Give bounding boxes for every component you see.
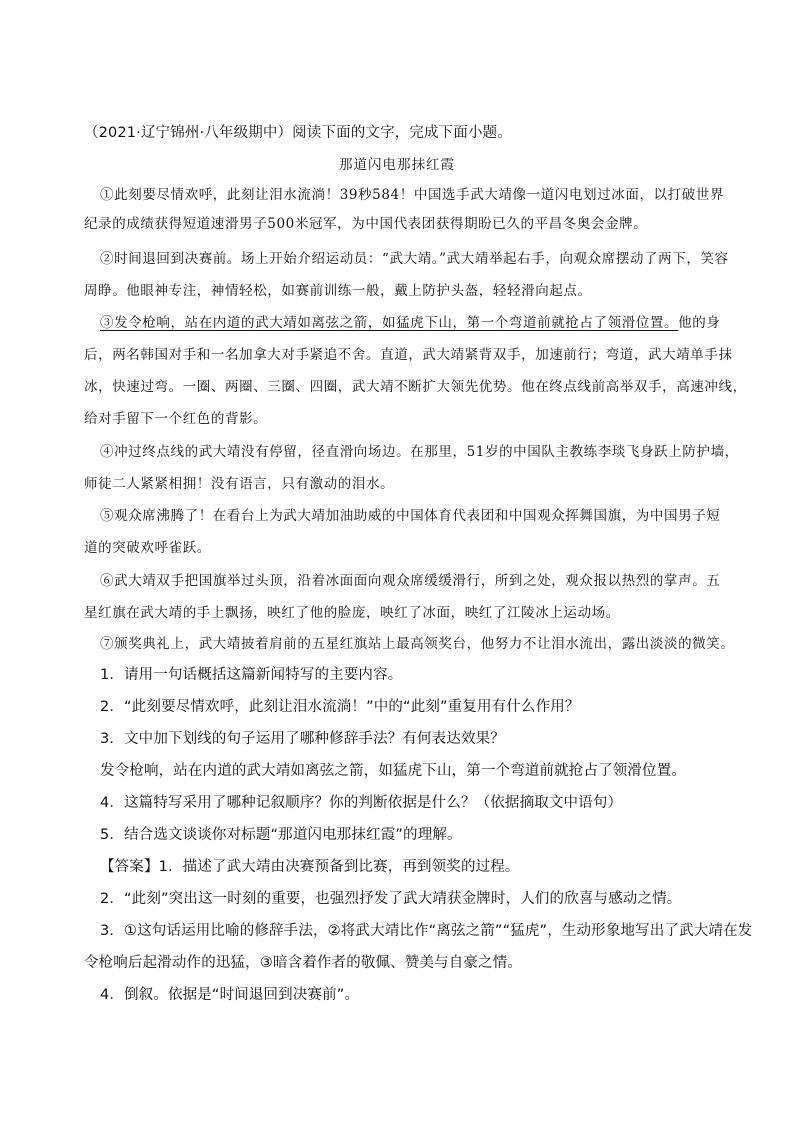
paragraph-5-line-2: 道的突破欢呼雀跃。 — [84, 540, 211, 556]
question-3-quote: 发令枪响，站在内道的武大靖如离弦之箭，如猛虎下山，第一个弯道前就抢占了领滑位置。 — [100, 763, 686, 779]
paragraph-4-line-2: 师徒二人紧紧相拥！没有语言，只有激动的泪水。 — [84, 476, 395, 492]
paragraph-3-line-1-rest: 他的身 — [678, 315, 721, 331]
paragraph-2-line-2: 周睁。他眼神专注，神情轻松，如赛前训练一般，戴上防护头盔，轻轻滑向起点。 — [84, 283, 592, 299]
paragraph-1-line-1: ①此刻要尽情欢呼，此刻让泪水流淌！39秒584！中国选手武大靖像一道闪电划过冰面，以打破世界 — [100, 187, 725, 203]
paragraph-5-line-1: ⑤观众席沸腾了！在看台上为武大靖加油助威的中国体育代表团和中国观众挥舞国旗，为中国男子短 — [100, 508, 721, 524]
paragraph-3-line-1 — [100, 313, 748, 333]
paragraph-3-line-4: 给对手留下一个红色的背影。 — [84, 411, 268, 427]
question-header: （2021·辽宁锦州·八年级期中）阅读下面的文字，完成下面小题。 — [84, 125, 512, 141]
question-3: 3．文中加下划线的句子运用了哪种修辞手法？有何表达效果？ — [100, 731, 505, 747]
answer-3-line-2: 令枪响后起滑动作的迅猛，③暗含着作者的敬佩、赞美与自豪之情。 — [84, 955, 522, 971]
answer-1: 【答案】1．描述了武大靖由决赛预备到比赛，再到领奖的过程。 — [100, 859, 520, 875]
question-4: 4．这篇特写采用了哪种记叙顺序？你的判断依据是什么？（依据摘取文中语句） — [100, 795, 623, 811]
answer-2: 2．“此刻”突出这一时刻的重要，也强烈抒发了武大靖获金牌时，人们的欣喜与感动之情。 — [100, 891, 682, 907]
paragraph-1-line-2: 纪录的成绩获得短道速滑男子500米冠军，为中国代表团获得期盼已久的平昌冬奥会金牌。 — [84, 216, 648, 232]
paragraph-6-line-2: 星红旗在武大靖的手上飘扬，映红了他的脸庞，映红了冰面，映红了江陵冰上运动场。 — [84, 605, 620, 621]
paragraph-3-line-2: 后，两名韩国对手和一名加拿大对手紧追不舍。直道，武大靖紧背双手，加速前行；弯道，武大靖单手抹 — [84, 347, 733, 363]
article-title: 那道闪电那抹红霞 — [339, 157, 455, 173]
paragraph-3-line-3: 冰，快速过弯。一圈、两圈、三圈、四圈，武大靖不断扩大领先优势。他在终点线前高举双手，高速冲线， — [84, 379, 747, 395]
paragraph-6-line-1: ⑥武大靖双手把国旗举过头顶，沿着冰面面向观众席缓缓滑行，所到之处，观众报以热烈的掌声。五 — [100, 573, 721, 589]
paragraph-4-line-1: ④冲过终点线的武大靖没有停留，径直滑向场边。在那里，51岁的中国队主教练李琰飞身跃上防护墙， — [100, 444, 739, 460]
question-2: 2．“此刻要尽情欢呼，此刻让泪水流淌！”中的“此刻”重复用有什么作用？ — [100, 699, 580, 715]
question-5: 5．结合选文谈谈你对标题“那道闪电那抹红霞”的理解。 — [100, 827, 462, 843]
paragraph-2-line-1: ②时间退回到决赛前。场上开始介绍运动员：“武大靖。”武大靖举起右手，向观众席摆动了两下，笑容 — [100, 251, 729, 267]
underlined-sentence: ③发令枪响，站在内道的武大靖如离弦之箭，如猛虎下山，第一个弯道前就抢占了领滑位置。 — [100, 315, 679, 331]
answer-3-line-1: 3．①这句话运用比喻的修辞手法，②将武大靖比作“离弦之箭”“猛虎”，生动形象地写出了武大靖在发 — [100, 923, 753, 939]
question-1: 1．请用一句话概括这篇新闻特写的主要内容。 — [100, 667, 403, 683]
paragraph-7-line-1: ⑦颁奖典礼上，武大靖披着肩前的五星红旗站上最高领奖台，他努力不让泪水流出，露出淡淡的微笑。 — [100, 636, 735, 652]
answer-4: 4．倒叙。依据是“时间退回到决赛前”。 — [100, 987, 360, 1003]
